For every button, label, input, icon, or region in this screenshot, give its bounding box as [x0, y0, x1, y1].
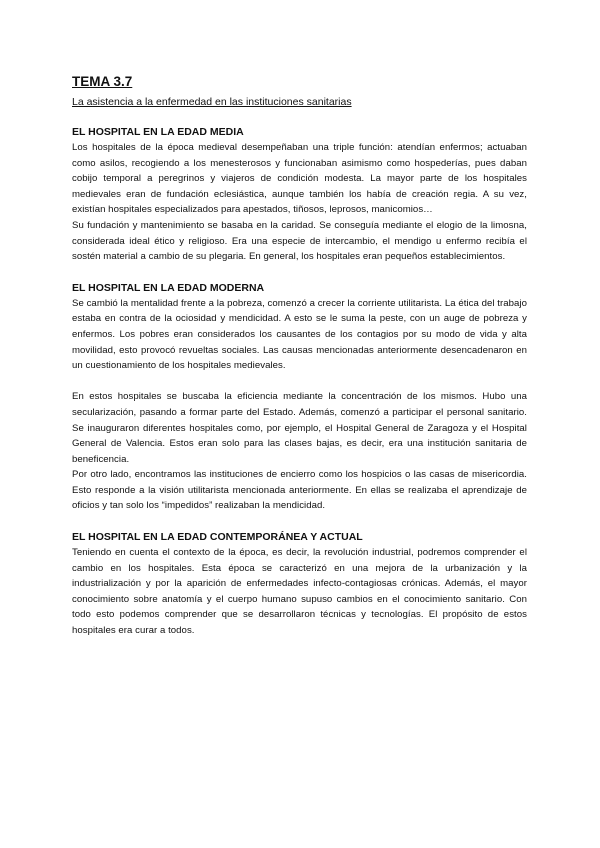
document-subtitle: La asistencia a la enfermedad en las instituciones sanitarias [72, 96, 352, 108]
section-edad-media [72, 126, 527, 265]
paragraph: Los hospitales de la época medieval desempeñaban una triple función: atendían enfermos; actuaban como asilos, recogiendo a los menesterosos y funcionaban asimismo como hospederías, pues daban cobijo temporal a peregrinos y viajeros de condición modesta. La mayor parte de los hospitales medievales eran de fundación eclesiástica, aunque también los había de creación regia. A su vez, existían hospitales especializados para apestados, tiñosos, leprosos, manicomios… [72, 142, 527, 216]
section-heading: EL HOSPITAL EN LA EDAD MODERNA [72, 281, 265, 294]
section-heading: EL HOSPITAL EN LA EDAD MEDIA [72, 126, 244, 138]
paragraph: Teniendo en cuenta el contexto de la época, es decir, la revolución industrial, podremos comprender el cambio en los hospitales. Esta época se caracterizó en una mejora de la urbanización y la industrialización y por la aparición de enfermedades infecto-contagiosas crónicas. Además, el mayor conocimiento sobre anatomía y el cuerpo humano supuso cambios en el conocimiento sanitario. Con todo esto podemos comprender que se desarrollaron técnicas y tecnologías. El propósito de estos hospitales era curar a todos. [72, 547, 527, 637]
document-title: TEMA 3.7 [72, 74, 133, 89]
paragraph: Se cambió la mentalidad frente a la pobreza, comenzó a crecer la corriente utilitarista. La ética del trabajo estaba en contra de la ociosidad y mendicidad. A esto se le suma la peste, con un auge de pobreza y enfermos. Los pobres eran considerados los causantes de los contagios por su modo de vida y alta movilidad, esto provocó revueltas sociales. Las causas mencionadas anteriormente desencadenaron en un cuestionamiento de los hospitales medievales. [72, 297, 527, 372]
section-heading: EL HOSPITAL EN LA EDAD CONTEMPORÁNEA Y ACTUAL [72, 531, 363, 544]
document-page [72, 74, 527, 639]
section-edad-moderna [72, 282, 527, 514]
section-edad-contemporanea [72, 531, 527, 639]
paragraph: Por otro lado, encontramos las instituciones de encierro como los hospicios o las casas de misericordia. Esto responde a la visión utilitarista mencionada anteriormente. En ellas se realizaba el aprendizaje de oficios y tan solo los “impedidos” realizaban la mendicidad. [72, 469, 527, 512]
paragraph: Su fundación y mantenimiento se basaba en la caridad. Se conseguía mediante el elogio de la limosna, considerada ideal ético y religioso. Era una especie de intercambio, el mendigo u enfermo recibía el sostén material a cambio de su plegaria. En general, los hospitales eran pequeños establecimientos. [72, 219, 527, 263]
paragraph: En estos hospitales se buscaba la eficiencia mediante la concentración de los mismos. Hubo una secularización, pasando a formar parte del Estado. Además, comenzó a participar el personal sanitario. Se inauguraron diferentes hospitales como, por ejemplo, el Hospital General de Zaragoza y el Hospital General de Valencia. Estos eran solo para las clases bajas, es decir, era una institución sanitaria de beneficencia. [72, 391, 527, 465]
